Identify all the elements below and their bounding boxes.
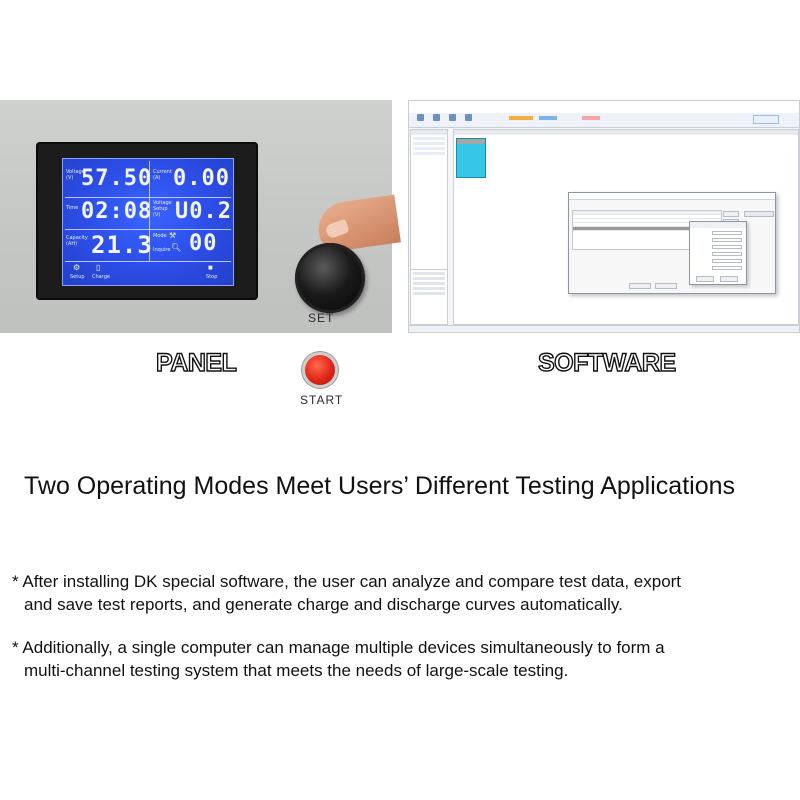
step-setup-dialog (568, 192, 776, 294)
step-name-select[interactable] (712, 231, 742, 235)
add-step-dialog (689, 221, 747, 285)
lcd-current-label: Current (A) (153, 169, 172, 181)
toolbar-button[interactable] (429, 114, 443, 127)
lcd-current-value: 0.00 (173, 166, 230, 191)
channel-tile[interactable] (456, 138, 486, 178)
add-button[interactable] (723, 211, 739, 217)
step-field[interactable] (712, 259, 742, 263)
lcd-capacity-value: 21.3 (91, 231, 153, 259)
software-screenshot (408, 100, 800, 333)
status-indicator-blue (539, 116, 557, 120)
bullet-line: * After installing DK special software, the user can analyze and compare test data, export (12, 572, 682, 591)
wrench-icon: ⚒ (169, 231, 177, 240)
device-row[interactable] (413, 147, 445, 150)
channel-tabs[interactable] (454, 130, 798, 135)
device-row[interactable] (413, 152, 445, 155)
cancel-button[interactable] (720, 276, 738, 282)
device-row[interactable] (413, 137, 445, 140)
battery-icon: ▯ (96, 263, 101, 272)
use-program-button[interactable] (744, 211, 774, 217)
import-button[interactable] (629, 283, 651, 289)
gear-icon: ⚙ (73, 263, 81, 272)
lcd-setup-label: Setup (70, 274, 85, 280)
lcd-mode-label: Mode (153, 233, 167, 239)
lcd-divider (65, 197, 231, 198)
step-field[interactable] (712, 245, 742, 249)
device-list-header (411, 130, 447, 135)
channel-view (453, 129, 799, 325)
bullet-multi-device (12, 636, 798, 682)
lcd-divider (65, 261, 231, 262)
step-field[interactable] (712, 238, 742, 242)
status-indicator-pink (582, 116, 600, 120)
software-status-bar (409, 325, 799, 332)
start-button[interactable] (305, 355, 335, 385)
toolbar-button[interactable] (413, 114, 427, 127)
panel-caption: PANEL (156, 349, 237, 377)
software-caption: SOFTWARE (538, 349, 676, 377)
lcd-voltage-label: Voltage (V) (66, 169, 85, 181)
lcd-stop-label: Stop (206, 274, 218, 280)
bullet-software-features (12, 570, 798, 616)
set-knob[interactable] (295, 243, 365, 313)
software-toolbar (409, 113, 799, 128)
lcd-time-value: 02:08 (81, 199, 153, 224)
lcd-bezel (36, 142, 258, 300)
lcd-voltage-setup-value: U0.2 (175, 199, 232, 224)
lcd-mode-value: 00 (189, 231, 218, 256)
dialog-title-bar (569, 193, 775, 200)
lcd-voltage-setup-label: Voltage Setup (V) (153, 200, 172, 218)
device-row[interactable] (413, 142, 445, 145)
lcd-time-label: Time (66, 205, 79, 211)
toolbar-button[interactable] (461, 114, 475, 127)
lcd-inquire-label: Inquire (153, 247, 171, 253)
magnifier-icon: 🔍︎ (171, 243, 182, 252)
bullet-line: multi-channel testing system that meets the needs of large-scale testing. (24, 661, 569, 680)
software-logo (753, 115, 779, 124)
headline: Two Operating Modes Meet Users’ Different Testing Applications (24, 472, 735, 500)
start-label: START (300, 393, 344, 407)
status-indicator-orange (509, 116, 533, 120)
lcd-divider (65, 229, 231, 230)
stop-icon: ■ (208, 263, 213, 272)
lcd-charge-label: Charge (92, 274, 110, 280)
bullet-line: * Additionally, a single computer can manage multiple devices simultaneously to form a (12, 638, 665, 657)
toolbar-button[interactable] (445, 114, 459, 127)
step-field[interactable] (712, 266, 742, 270)
ok-button[interactable] (696, 276, 714, 282)
step-field[interactable] (712, 252, 742, 256)
software-title-bar (409, 101, 799, 108)
bullet-line: and save test reports, and generate charge and discharge curves automatically. (24, 595, 623, 614)
add-step-title (690, 222, 746, 228)
log-panel (410, 269, 448, 325)
set-label: SET (308, 311, 335, 325)
lcd-display (62, 158, 234, 286)
lcd-voltage-value: 57.50 (81, 166, 153, 191)
lcd-capacity-label: Capacity (AH) (66, 235, 88, 247)
export-button[interactable] (655, 283, 677, 289)
